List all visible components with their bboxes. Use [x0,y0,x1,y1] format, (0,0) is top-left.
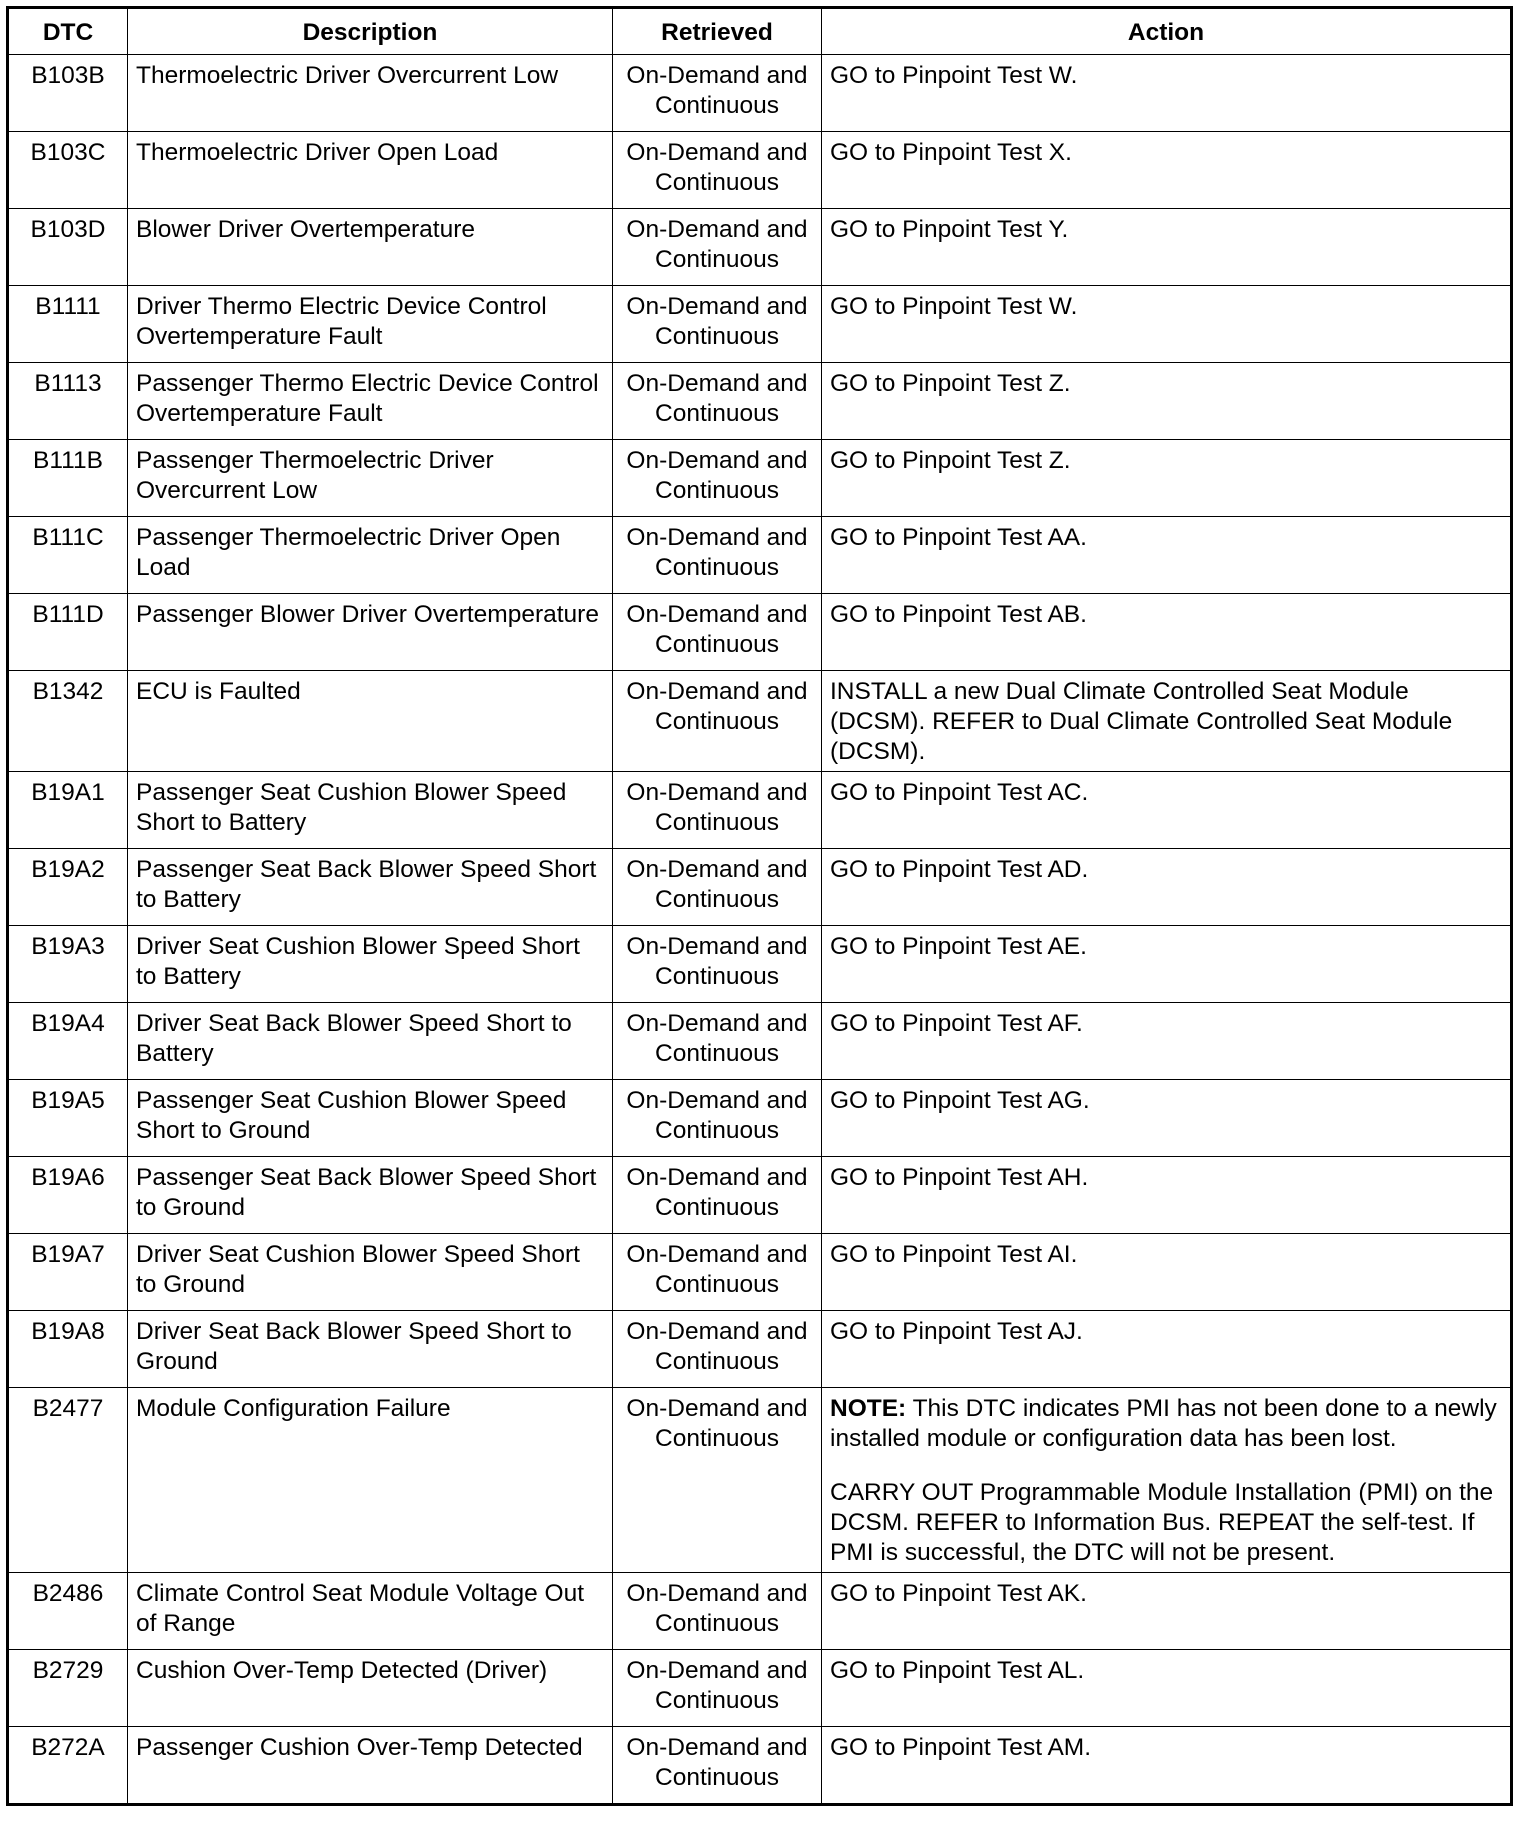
dtc-code: B19A7 [8,1234,128,1311]
dtc-action: GO to Pinpoint Test AB. [822,594,1512,671]
dtc-code: B2729 [8,1650,128,1727]
dtc-retrieved: On-Demand and Continuous [613,1311,822,1388]
dtc-description: Blower Driver Overtemperature [128,209,613,286]
dtc-action [822,1388,1512,1573]
dtc-description: Passenger Thermoelectric Driver Open Load [128,517,613,594]
dtc-code: B111D [8,594,128,671]
note-label: NOTE: [830,1395,907,1422]
dtc-code: B19A4 [8,1003,128,1080]
table-row [8,772,1512,849]
table-row [8,1311,1512,1388]
dtc-description: Passenger Cushion Over-Temp Detected [128,1727,613,1805]
dtc-retrieved: On-Demand and Continuous [613,1388,822,1573]
dtc-action: GO to Pinpoint Test AL. [822,1650,1512,1727]
dtc-description: Driver Seat Back Blower Speed Short to Ground [128,1311,613,1388]
table-row [8,363,1512,440]
header-retrieved: Retrieved [613,8,822,55]
dtc-description: Passenger Seat Back Blower Speed Short to Battery [128,849,613,926]
header-action: Action [822,8,1512,55]
dtc-retrieved: On-Demand and Continuous [613,1157,822,1234]
dtc-action: GO to Pinpoint Test AK. [822,1573,1512,1650]
table-row [8,671,1512,772]
dtc-code: B103B [8,55,128,132]
table-row [8,1388,1512,1573]
table-row [8,55,1512,132]
dtc-code: B2477 [8,1388,128,1573]
table-row [8,440,1512,517]
dtc-code: B19A8 [8,1311,128,1388]
table-row [8,926,1512,1003]
dtc-code: B272A [8,1727,128,1805]
dtc-description: Cushion Over-Temp Detected (Driver) [128,1650,613,1727]
dtc-description: Passenger Seat Cushion Blower Speed Short to Battery [128,772,613,849]
dtc-action: GO to Pinpoint Test AD. [822,849,1512,926]
dtc-retrieved: On-Demand and Continuous [613,363,822,440]
dtc-description: Passenger Seat Cushion Blower Speed Short to Ground [128,1080,613,1157]
dtc-action: GO to Pinpoint Test Z. [822,363,1512,440]
dtc-retrieved: On-Demand and Continuous [613,1727,822,1805]
dtc-action: GO to Pinpoint Test Z. [822,440,1512,517]
dtc-description: Passenger Thermo Electric Device Control Overtemperature Fault [128,363,613,440]
table-row [8,1727,1512,1805]
dtc-description: Driver Seat Back Blower Speed Short to Battery [128,1003,613,1080]
table-row [8,594,1512,671]
dtc-action: GO to Pinpoint Test AG. [822,1080,1512,1157]
table-row [8,1234,1512,1311]
dtc-code: B19A3 [8,926,128,1003]
dtc-retrieved: On-Demand and Continuous [613,926,822,1003]
dtc-code: B103C [8,132,128,209]
dtc-description: Thermoelectric Driver Overcurrent Low [128,55,613,132]
dtc-retrieved: On-Demand and Continuous [613,440,822,517]
dtc-action: GO to Pinpoint Test AA. [822,517,1512,594]
table-row [8,1080,1512,1157]
dtc-retrieved: On-Demand and Continuous [613,286,822,363]
dtc-retrieved: On-Demand and Continuous [613,671,822,772]
table-row [8,1573,1512,1650]
dtc-code: B2486 [8,1573,128,1650]
dtc-retrieved: On-Demand and Continuous [613,209,822,286]
dtc-description: Driver Seat Cushion Blower Speed Short to Battery [128,926,613,1003]
dtc-code: B103D [8,209,128,286]
dtc-action: GO to Pinpoint Test AE. [822,926,1512,1003]
dtc-retrieved: On-Demand and Continuous [613,1573,822,1650]
dtc-code: B111C [8,517,128,594]
note-paragraph [830,1394,1502,1454]
dtc-description: Passenger Thermoelectric Driver Overcurrent Low [128,440,613,517]
dtc-retrieved: On-Demand and Continuous [613,1003,822,1080]
dtc-code: B1111 [8,286,128,363]
table-row [8,1650,1512,1727]
table-row [8,132,1512,209]
action-detail: CARRY OUT Programmable Module Installation (PMI) on the DCSM. REFER to Information Bus. REPEAT the self-test. If PMI is successful, the DTC will not be present. [830,1479,1494,1566]
dtc-retrieved: On-Demand and Continuous [613,594,822,671]
dtc-action: GO to Pinpoint Test Y. [822,209,1512,286]
table-row [8,517,1512,594]
header-description: Description [128,8,613,55]
dtc-code: B19A6 [8,1157,128,1234]
dtc-action: INSTALL a new Dual Climate Controlled Seat Module (DCSM). REFER to Dual Climate Controlled Seat Module (DCSM). [822,671,1512,772]
dtc-retrieved: On-Demand and Continuous [613,517,822,594]
dtc-retrieved: On-Demand and Continuous [613,55,822,132]
header-dtc: DTC [8,8,128,55]
dtc-description: ECU is Faulted [128,671,613,772]
dtc-retrieved: On-Demand and Continuous [613,849,822,926]
table-row [8,286,1512,363]
table-row [8,1003,1512,1080]
dtc-code: B111B [8,440,128,517]
table-row [8,849,1512,926]
dtc-action: GO to Pinpoint Test AH. [822,1157,1512,1234]
dtc-action: GO to Pinpoint Test AI. [822,1234,1512,1311]
table-row [8,209,1512,286]
dtc-retrieved: On-Demand and Continuous [613,132,822,209]
dtc-table [6,6,1513,1806]
dtc-code: B1113 [8,363,128,440]
dtc-description: Passenger Seat Back Blower Speed Short to Ground [128,1157,613,1234]
dtc-description: Thermoelectric Driver Open Load [128,132,613,209]
dtc-description: Climate Control Seat Module Voltage Out of Range [128,1573,613,1650]
dtc-action: GO to Pinpoint Test W. [822,55,1512,132]
dtc-action: GO to Pinpoint Test AJ. [822,1311,1512,1388]
dtc-description: Passenger Blower Driver Overtemperature [128,594,613,671]
dtc-action: GO to Pinpoint Test AM. [822,1727,1512,1805]
dtc-code: B1342 [8,671,128,772]
note-text: This DTC indicates PMI has not been done to a newly installed module or configuration data has been lost. [830,1395,1497,1452]
dtc-code: B19A2 [8,849,128,926]
dtc-retrieved: On-Demand and Continuous [613,1234,822,1311]
dtc-code: B19A5 [8,1080,128,1157]
dtc-retrieved: On-Demand and Continuous [613,1080,822,1157]
dtc-description: Driver Seat Cushion Blower Speed Short to Ground [128,1234,613,1311]
dtc-action: GO to Pinpoint Test W. [822,286,1512,363]
dtc-description: Module Configuration Failure [128,1388,613,1573]
dtc-description: Driver Thermo Electric Device Control Overtemperature Fault [128,286,613,363]
dtc-retrieved: On-Demand and Continuous [613,772,822,849]
header-row [8,8,1512,55]
table-row [8,1157,1512,1234]
dtc-code: B19A1 [8,772,128,849]
dtc-action: GO to Pinpoint Test AF. [822,1003,1512,1080]
dtc-action: GO to Pinpoint Test X. [822,132,1512,209]
dtc-action: GO to Pinpoint Test AC. [822,772,1512,849]
dtc-retrieved: On-Demand and Continuous [613,1650,822,1727]
